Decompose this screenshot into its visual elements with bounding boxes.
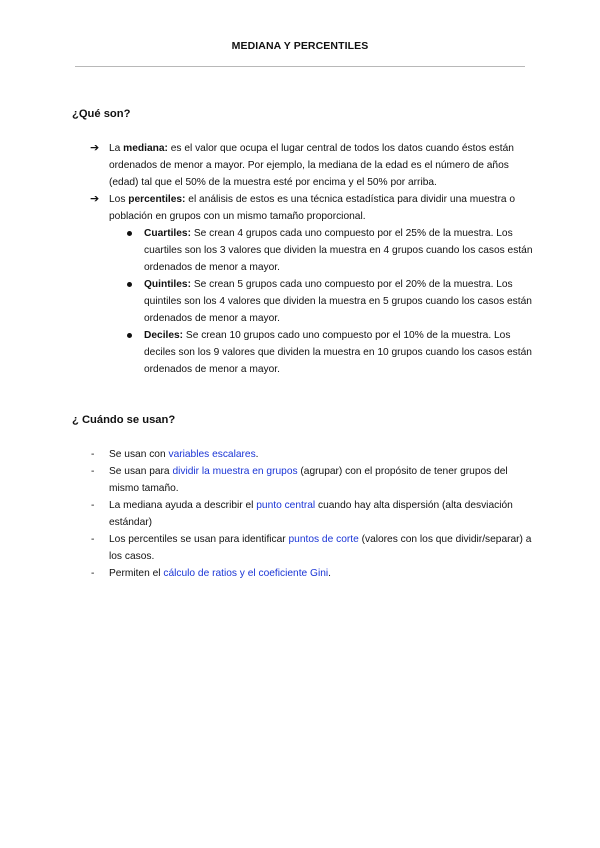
dash-bullet: - — [91, 568, 95, 579]
percentiles-term: percentiles: — [128, 194, 186, 205]
list-item-percentiles — [90, 191, 540, 378]
usage-text-before: Permiten el — [109, 568, 164, 579]
usage-list — [90, 446, 540, 582]
list-item-deciles — [109, 327, 540, 378]
mediana-prefix: La — [109, 143, 124, 154]
mediana-text: es el valor que ocupa el lugar central de todos los datos cuando éstos están ordenados de menor a mayor. Por ejemplo, la mediana de la edad es el número de años (edad) tal que el 50% de la muestra esté por encima y el 50% por arriba. — [109, 143, 514, 188]
arrow-right-icon: ➔ — [90, 193, 100, 205]
title-divider — [75, 66, 525, 67]
deciles-text: Se crean 10 grupos cado uno compuesto por el 10% de la muestra. Los deciles son los 9 valores que dividen la muestra en 10 grupos cuando los casos están ordenados de menor a mayor. — [144, 330, 532, 375]
dividir-muestra-link[interactable]: dividir la muestra en grupos — [172, 466, 298, 477]
deciles-term: Deciles: — [144, 330, 184, 341]
mediana-term: mediana: — [123, 143, 168, 154]
dash-bullet: - — [91, 449, 95, 460]
usage-text-before: Se usan para — [109, 466, 173, 477]
list-item — [90, 446, 540, 463]
definitions-list — [90, 140, 540, 378]
calculo-ratios-gini-link[interactable]: cálculo de ratios y el coeficiente Gini — [163, 568, 329, 579]
quintiles-term: Quintiles: — [144, 279, 191, 290]
usage-text-after: (valores con los que dividir/separar) a los casos. — [109, 534, 532, 562]
cuartiles-text: Se crean 4 grupos cada uno compuesto por el 25% de la muestra. Los cuartiles son los 3 valores que dividen la muestra en 4 grupos cuando los casos están ordenados de menor a mayor. — [144, 228, 533, 273]
usage-text-after: cuando hay alta dispersión (alta desviación estándar) — [109, 500, 513, 528]
section-heading-que-son: ¿Qué son? — [72, 108, 131, 120]
bullet-icon — [127, 333, 132, 338]
percentiles-prefix: Los — [109, 194, 129, 205]
page-title: MEDIANA Y PERCENTILES — [231, 40, 369, 52]
usage-text-after: . — [255, 449, 259, 460]
usage-text-before: Se usan con — [109, 449, 169, 460]
section-heading-cuando-se-usan: ¿ Cuándo se usan? — [72, 414, 176, 426]
list-item — [90, 497, 540, 531]
usage-text-before: Los percentiles se usan para identificar — [109, 534, 289, 545]
usage-text-after: . — [328, 568, 331, 579]
variables-escalares-link[interactable]: variables escalares — [168, 449, 256, 460]
cuartiles-term: Cuartiles: — [144, 228, 191, 239]
dash-bullet: - — [91, 466, 95, 477]
puntos-de-corte-link[interactable]: puntos de corte — [288, 534, 359, 545]
usage-text-before: La mediana ayuda a describir el — [109, 500, 257, 511]
quintiles-text: Se crean 5 grupos cada uno compuesto por el 20% de la muestra. Los quintiles son los 4 valores que dividen la muestra en 5 grupos cuando los casos están ordenados de menor a mayor. — [144, 279, 532, 324]
arrow-right-icon: ➔ — [90, 142, 100, 154]
list-item-mediana — [90, 140, 540, 191]
list-item-cuartiles — [109, 225, 540, 276]
punto-central-link[interactable]: punto central — [256, 500, 316, 511]
list-item — [90, 531, 540, 565]
usage-text-after: (agrupar) con el propósito de tener grupos del mismo tamaño. — [109, 466, 508, 494]
bullet-icon — [127, 231, 132, 236]
dash-bullet: - — [91, 534, 95, 545]
list-item — [90, 565, 540, 582]
list-item-quintiles — [109, 276, 540, 327]
bullet-icon — [127, 282, 132, 287]
list-item — [90, 463, 540, 497]
percentiles-text: el análisis de estos es una técnica estadística para dividir una muestra o población en grupos con un mismo tamaño proporcional. — [109, 194, 516, 222]
percentile-types-list — [109, 225, 540, 378]
dash-bullet: - — [91, 500, 95, 511]
